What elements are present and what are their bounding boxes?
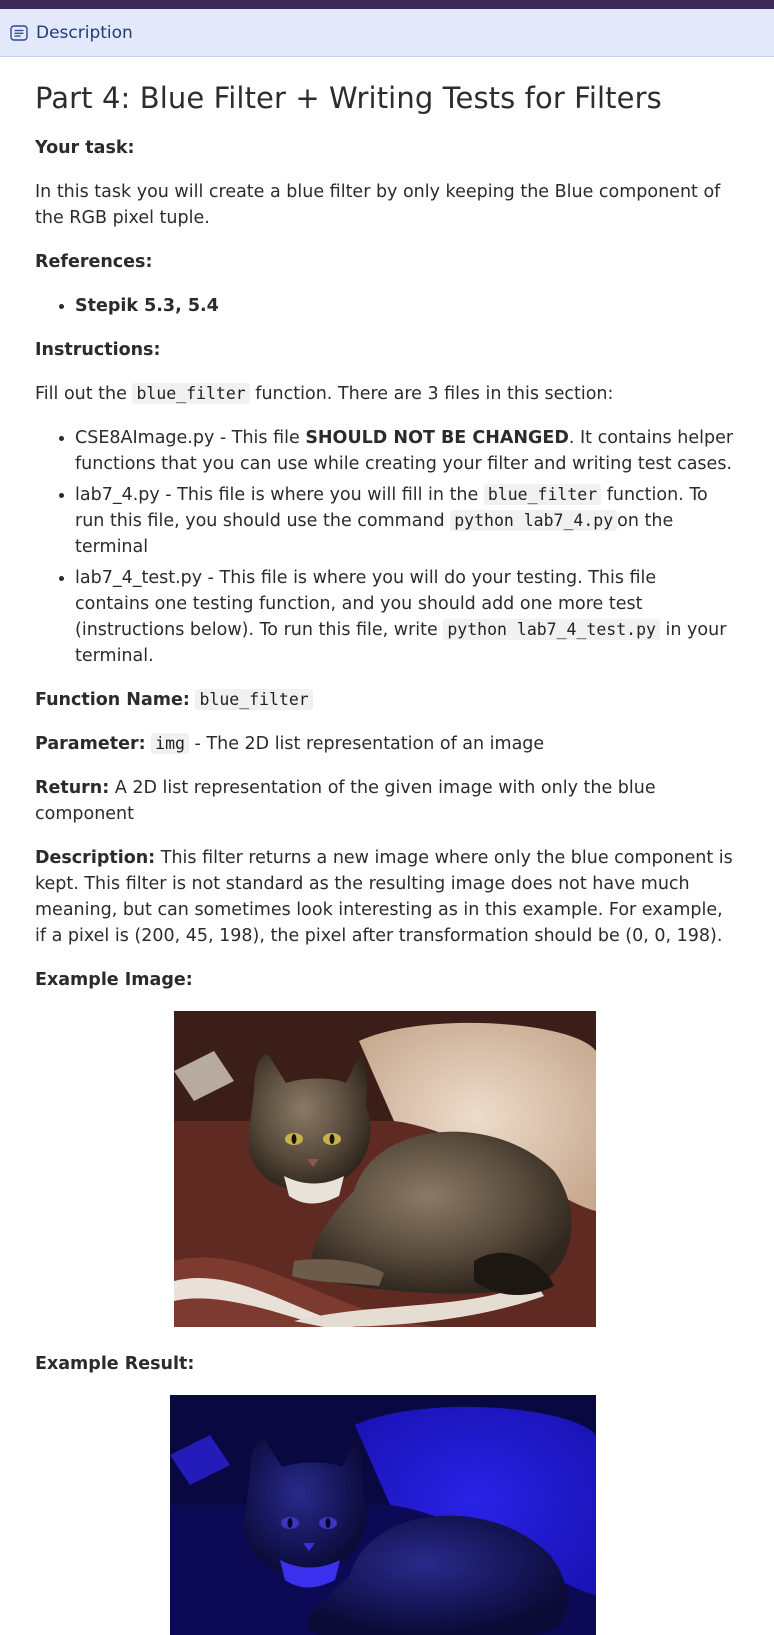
your-task-label: Your task:: [35, 138, 135, 158]
blue-filter-code: blue_filter: [132, 383, 249, 404]
description-content: [0, 81, 774, 1635]
should-not-be-changed-text: SHOULD NOT BE CHANGED: [305, 428, 569, 448]
file-0-pre: CSE8AImage.py - This file: [75, 428, 306, 448]
example-image-label: Example Image:: [35, 970, 193, 990]
blue-filter-code: blue_filter: [484, 484, 601, 505]
example-image-wrap: [35, 1011, 734, 1327]
example-cat-image: [174, 1011, 596, 1327]
file-item-lab7-4: [75, 482, 734, 560]
tab-description[interactable]: Description: [36, 22, 133, 43]
function-name-code: blue_filter: [195, 689, 312, 710]
return-label: Return:: [35, 778, 110, 798]
instructions-intro-post: function. There are 3 files in this section:: [249, 384, 614, 404]
instructions-intro: [35, 381, 734, 407]
description-row: [35, 845, 734, 949]
description-text: This filter returns a new image where only the blue component is kept. This filter is not standard as the resulting image does not have much meaning, but can sometimes look interesting as in this example. For example, if a pixel is (200, 45, 198), the pixel after transformation should be (0, 0, 198).: [35, 848, 733, 946]
description-label: Description:: [35, 848, 156, 868]
top-accent-bar: [0, 0, 774, 9]
references-list: [35, 293, 734, 319]
return-row: [35, 775, 734, 827]
page-title: Part 4: Blue Filter + Writing Tests for Filters: [35, 81, 662, 115]
file-2-pre: lab7_4_test.py - This file is where you will do your testing. This file contains one testing function, and you should add one more test (instructions below). To run this file, write: [75, 568, 657, 640]
example-result-image: [170, 1395, 596, 1635]
parameter-label: Parameter:: [35, 734, 146, 754]
file-1-mid: function. To run this file, you should use the command: [75, 485, 708, 531]
function-name-row: [35, 687, 734, 713]
run-command-code: python lab7_4.py: [450, 510, 617, 531]
parameter-code: img: [151, 733, 189, 754]
file-item-lab7-4-test: [75, 565, 734, 669]
file-1-pre: lab7_4.py - This file is where you will fill in the: [75, 485, 484, 505]
description-tab-bar: [0, 9, 774, 57]
your-task-text: In this task you will create a blue filter by only keeping the Blue component of the RGB pixel tuple.: [35, 182, 721, 228]
parameter-text: - The 2D list representation of an image: [188, 734, 545, 754]
file-2-post: in your terminal.: [75, 620, 727, 666]
files-list: [35, 425, 734, 669]
references-label: References:: [35, 252, 153, 272]
parameter-row: [35, 731, 734, 757]
file-item-cse8aimage: [75, 425, 734, 477]
file-1-post: on the terminal: [75, 511, 674, 557]
document-icon: [10, 24, 28, 42]
example-result-label: Example Result:: [35, 1354, 195, 1374]
test-command-code: python lab7_4_test.py: [443, 619, 660, 640]
return-text: A 2D list representation of the given image with only the blue component: [35, 778, 656, 824]
file-0-post: . It contains helper functions that you can use while creating your filter and writing test cases.: [75, 428, 734, 474]
example-result-wrap: [35, 1395, 734, 1635]
function-name-label: Function Name:: [35, 690, 190, 710]
reference-item: • Stepik 5.3, 5.4: [75, 293, 734, 319]
instructions-label: Instructions:: [35, 340, 161, 360]
instructions-intro-pre: Fill out the: [35, 384, 133, 404]
